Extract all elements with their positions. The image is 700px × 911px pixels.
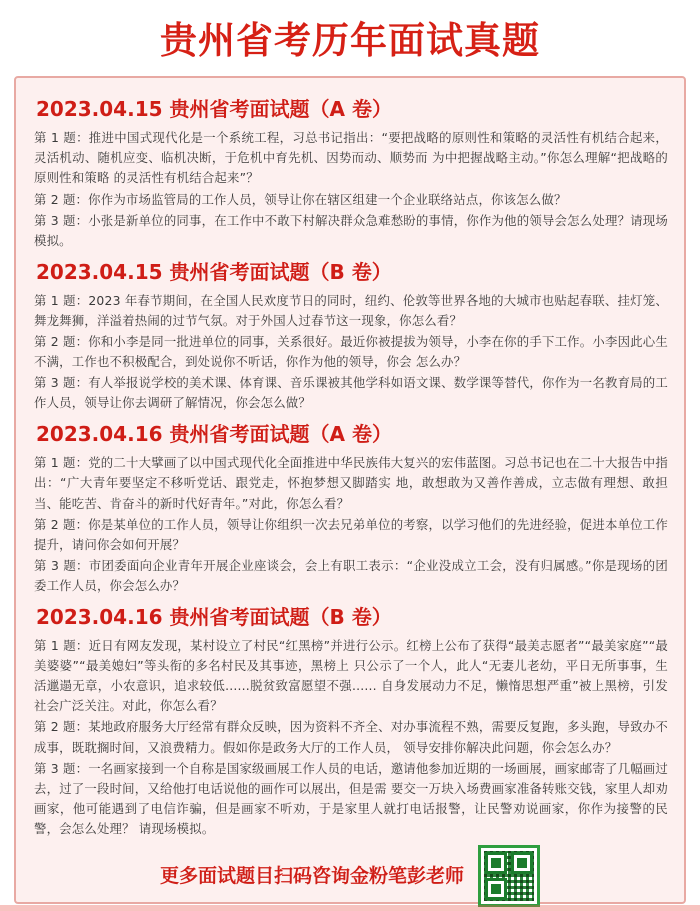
section-date: 2023.04.15 <box>36 97 163 122</box>
question-item: 第 1 题：党的二十大擘画了以中国式现代化全面推进中华民族伟大复兴的宏伟蓝图。习总书记也在二十大报告中指出：“广大青年要坚定不移听党话、跟党走，怀抱梦想又脚踏实 地，敢想敢为又善作善成，立志做有理想、敢担当、能吃苦、肯奋斗的新时代好青年。”对此，你怎么看？ <box>34 455 668 511</box>
footer <box>32 845 668 907</box>
section-title: 贵州省考面试题（A 卷） <box>169 422 392 447</box>
question-item: 第 3 题：一名画家接到一个自称是国家级画展工作人员的电话，邀请他参加近期的一场画展，画家邮寄了几幅画过去，过了一段时间，又给他打电话说他的画作可以展出，但是需 要交一万块入场费画家准备转账交钱，家里人却劝画家，他可能遇到了电信诈骗，但是画家不听劝，于是家里人就打电话报警，让民警劝说画家，你作为接警的民警，会怎么处理？ 请现场模拟。 <box>34 760 668 836</box>
page-title: 贵州省考历年面试真题 <box>160 19 540 62</box>
section-0 <box>32 94 668 251</box>
bottom-accent-bar <box>0 905 700 911</box>
question-item: 第 2 题：你和小李是同一批进单位的同事，关系很好。最近你被提拔为领导，小李在你的手下工作。小李因此心生不满，工作也不积极配合，到处说你不听话，你作为他的领导，你会 怎么办？ <box>34 334 668 370</box>
section-3 <box>32 602 668 839</box>
section-date: 2023.04.16 <box>36 422 163 447</box>
qr-code-icon[interactable] <box>478 845 540 907</box>
content-card <box>14 76 686 904</box>
section-title: 贵州省考面试题（A 卷） <box>169 97 392 122</box>
section-title: 贵州省考面试题（B 卷） <box>169 259 392 284</box>
section-date: 2023.04.16 <box>36 605 163 630</box>
section-heading <box>36 602 668 632</box>
question-item: 第 2 题：某地政府服务大厅经常有群众反映，因为资料不齐全、对办事流程不熟，需要反复跑，多头跑，导致办不成事，既耽搁时间，又浪费精力。假如你是政务大厅的工作人员， 领导安排你解决此问题，你会怎么办？ <box>34 719 668 755</box>
section-date: 2023.04.15 <box>36 259 163 284</box>
question-item: 第 3 题：市团委面向企业青年开展企业座谈会，会上有职工表示：“企业没成立工会，没有归属感。”你是现场的团委工作人员，你会怎么办？ <box>34 557 668 593</box>
question-item: 第 3 题：小张是新单位的同事，在工作中不敢下村解决群众急难愁盼的事情，你作为他的领导会怎么处理？请现场模拟。 <box>34 212 668 248</box>
section-heading <box>36 419 668 449</box>
section-title: 贵州省考面试题（B 卷） <box>169 605 392 630</box>
question-item: 第 1 题：近日有网友发现，某村设立了村民“红黑榜”并进行公示。红榜上公布了获得“最美志愿者”“最美家庭”“最美婆婆”“最美媳妇”等头衔的多名村民及其事迹，黑榜上 只公示了一个人，此人“无妻儿老幼，平日无所事事，生活邋遢无章，小农意识，追求较低......脱贫致富愿望不强...... 自身发展动力不足，懒惰思想严重”被上黑榜，引发社会广泛关注。对此，你怎么看？ <box>34 638 668 714</box>
footer-text: 更多面试题目扫码咨询金粉笔彭老师 <box>159 864 464 887</box>
question-item: 第 2 题：你是某单位的工作人员，领导让你组织一次去兄弟单位的考察，以学习他们的先进经验，促进本单位工作提升，请问你会如何开展？ <box>34 516 668 552</box>
section-heading <box>36 257 668 287</box>
question-item: 第 1 题：推进中国式现代化是一个系统工程，习总书记指出：“要把战略的原则性和策略的灵活性有机结合起来，灵活机动、随机应变、临机决断，于危机中育先机、因势而动、顺势而 为中把握战略主动。”你怎么理解“把战略的原则性和策略 的灵活性有机结合起来”？ <box>34 130 668 186</box>
section-2 <box>32 419 668 596</box>
section-heading <box>36 94 668 124</box>
section-1 <box>32 257 668 414</box>
question-item: 第 2 题：你作为市场监管局的工作人员，领导让你在辖区组建一个企业联络站点，你该怎么做？ <box>34 191 567 207</box>
question-item: 第 1 题：2023 年春节期间，在全国人民欢度节日的同时，纽约、伦敦等世界各地的大城市也贴起春联、挂灯笼、舞龙舞狮，洋溢着热闹的过节气氛。对于外国人过春节这一现象，你怎么看？ <box>34 292 668 328</box>
question-item: 第 3 题：有人举报说学校的美术课、体育课、音乐课被其他学科如语文课、数学课等替代，你作为一名教育局的工作人员，领导让你去调研了解情况，你会怎么做？ <box>34 375 668 411</box>
